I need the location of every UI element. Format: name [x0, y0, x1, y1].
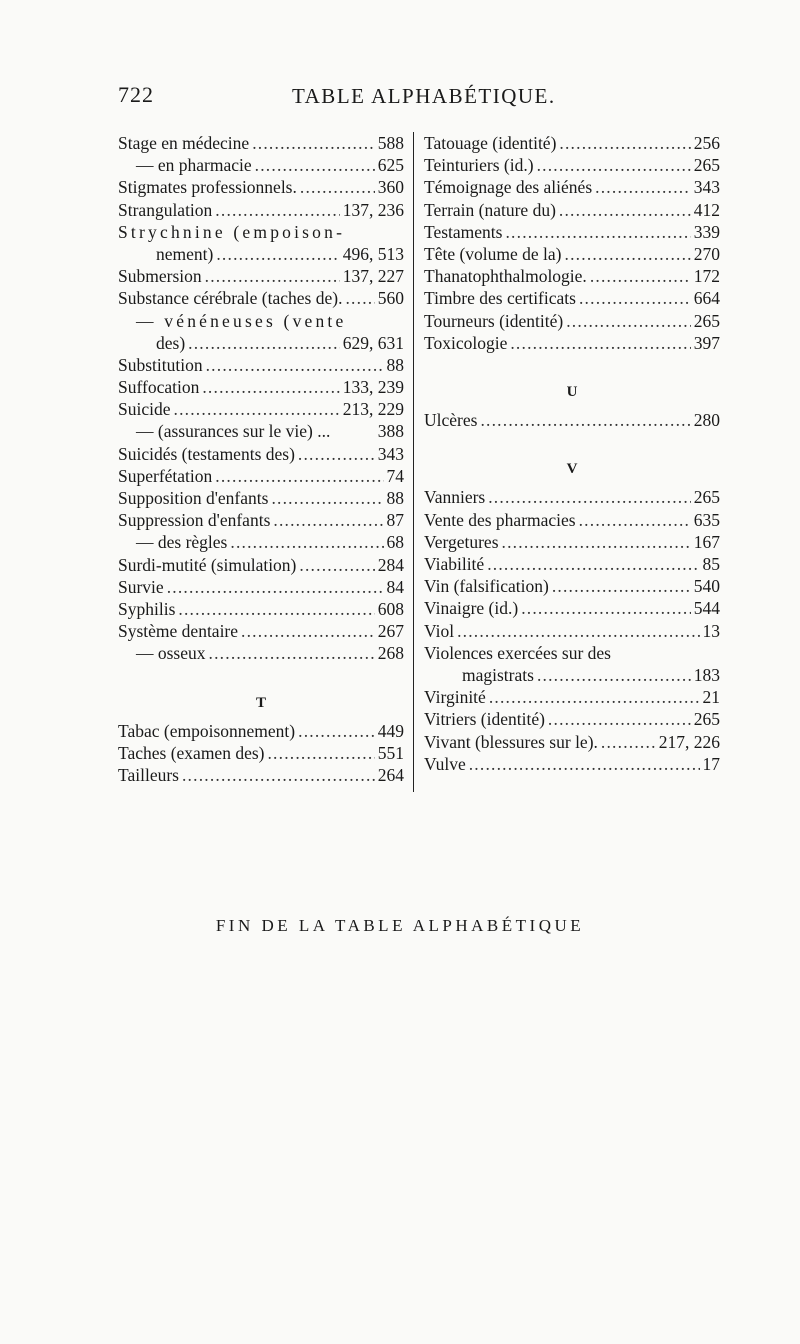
- dot-leader: [552, 575, 691, 597]
- index-column-left: [118, 132, 404, 786]
- index-entry: [424, 243, 720, 265]
- entry-term: Testaments: [424, 221, 503, 242]
- dot-leader: [216, 243, 339, 265]
- page-reference: 267: [377, 621, 404, 642]
- dot-leader: [273, 509, 383, 531]
- page-reference: 397: [693, 332, 720, 353]
- dot-leader: [215, 465, 383, 487]
- dot-leader: [590, 265, 691, 287]
- entry-term: Submersion: [118, 266, 202, 287]
- index-entry: [424, 486, 720, 508]
- page-reference: 551: [377, 742, 404, 763]
- dot-leader: [521, 597, 691, 619]
- index-entry: [118, 221, 404, 243]
- page-reference: 137, 227: [342, 266, 404, 287]
- entry-term: Tourneurs (identité): [424, 310, 564, 331]
- index-entry: [118, 443, 404, 465]
- page-reference: 412: [693, 199, 720, 220]
- index-entry: [118, 287, 404, 309]
- entry-term: Violences exercées sur des: [424, 642, 611, 663]
- index-entry: [424, 753, 720, 775]
- index-entry: [118, 554, 404, 576]
- entry-term: Vulve: [424, 753, 466, 774]
- page-title: TABLE ALPHABÉTIQUE.: [292, 84, 556, 108]
- entry-term: Suicidés (testaments des): [118, 443, 295, 464]
- entry-term: Vitriers (identité): [424, 709, 545, 730]
- index-entry: [118, 176, 404, 198]
- dot-leader: [178, 598, 374, 620]
- dot-leader: [271, 487, 383, 509]
- page-reference: 88: [386, 354, 404, 375]
- index-entry: [118, 420, 404, 442]
- dot-leader: [489, 686, 700, 708]
- index-entry: [424, 664, 720, 686]
- page-reference: 635: [693, 509, 720, 530]
- page-reference: 560: [377, 288, 404, 309]
- index-entry: [424, 553, 720, 575]
- dot-leader: [488, 486, 691, 508]
- index-entry: [118, 132, 404, 154]
- page-reference: 270: [693, 243, 720, 264]
- dot-leader: [565, 243, 691, 265]
- dot-leader: [487, 553, 699, 575]
- spacer: [424, 431, 720, 453]
- index-entry: [424, 132, 720, 154]
- entry-term: Timbre des certificats: [424, 288, 576, 309]
- index-entry: [118, 576, 404, 598]
- entry-term: Strychnine (empoison-: [118, 221, 346, 242]
- index-entry: [424, 708, 720, 730]
- page-reference: 265: [693, 709, 720, 730]
- index-entry: [424, 199, 720, 221]
- dot-leader: [167, 576, 384, 598]
- index-entry: [424, 176, 720, 198]
- dot-leader: [215, 199, 339, 221]
- page-reference: 339: [693, 221, 720, 242]
- entry-term: Syphilis: [118, 598, 176, 619]
- dot-leader: [252, 132, 375, 154]
- index-entry: [424, 686, 720, 708]
- page-reference: 265: [693, 487, 720, 508]
- page-reference: 68: [386, 532, 404, 553]
- index-entry: [118, 265, 404, 287]
- spacer: [118, 665, 404, 687]
- entry-term: Stage en médecine: [118, 133, 250, 153]
- index-entry: [424, 265, 720, 287]
- index-entry: [424, 509, 720, 531]
- index-entry: [118, 642, 404, 664]
- entry-term: Virginité: [424, 687, 486, 708]
- page-reference: 664: [693, 288, 720, 309]
- page-reference: 21: [702, 687, 720, 708]
- page-reference: 85: [702, 554, 720, 574]
- dot-leader: [559, 132, 690, 154]
- index-entry: [424, 221, 720, 243]
- entry-term: Suppression d'enfants: [118, 510, 271, 531]
- dot-leader: [345, 287, 374, 309]
- page-reference: 265: [693, 310, 720, 331]
- index-entry: [424, 642, 720, 664]
- index-entry: [118, 199, 404, 221]
- page-reference: 265: [693, 155, 720, 176]
- entry-term: nement): [156, 243, 214, 264]
- dot-leader: [566, 310, 691, 332]
- page-reference: 17: [702, 753, 720, 774]
- page-reference: 625: [377, 155, 404, 176]
- page-reference: 388: [377, 421, 404, 442]
- page-reference: 343: [693, 177, 720, 198]
- dot-leader: [537, 154, 691, 176]
- entry-term: Stigmates professionnels.: [118, 177, 297, 198]
- page-reference: 449: [377, 720, 404, 741]
- index-entry: [118, 620, 404, 642]
- entry-term: Strangulation: [118, 199, 213, 220]
- dot-leader: [579, 509, 691, 531]
- index-entry: [424, 531, 720, 553]
- dot-leader: [298, 443, 375, 465]
- dot-leader: [505, 221, 690, 243]
- page-reference: 544: [693, 598, 720, 619]
- index-entry: [118, 154, 404, 176]
- page-reference: 629, 631: [342, 332, 404, 353]
- index-entry: [118, 509, 404, 531]
- index-entry: [424, 154, 720, 176]
- entry-term: — en pharmacie: [136, 155, 252, 176]
- entry-term: Superfétation: [118, 465, 213, 486]
- page-reference: 588: [377, 133, 404, 153]
- dot-leader: [174, 398, 340, 420]
- dot-leader: [267, 742, 374, 764]
- entry-term: Tailleurs: [118, 765, 179, 786]
- index-entry: [118, 742, 404, 764]
- end-of-table-note: FIN DE LA TABLE ALPHABÉTIQUE: [215, 916, 585, 935]
- entry-term: Teinturiers (id.): [424, 155, 534, 176]
- entry-term: Toxicologie: [424, 332, 508, 353]
- section-letter: U: [566, 384, 578, 401]
- dot-leader: [548, 708, 691, 730]
- page-reference: 264: [377, 765, 404, 786]
- page-reference: 133, 239: [342, 377, 404, 398]
- page-reference: 608: [377, 598, 404, 619]
- index-entry: [424, 620, 720, 642]
- index-entry: [118, 764, 404, 786]
- entry-term: Tabac (empoisonnement): [118, 720, 296, 741]
- index-column-right: [424, 132, 720, 775]
- dot-leader: [559, 199, 691, 221]
- entry-term: Viol: [424, 620, 455, 641]
- index-entry: [118, 398, 404, 420]
- dot-leader: [510, 332, 690, 354]
- entry-term: Vin (falsification): [424, 576, 549, 597]
- dot-leader: [205, 265, 340, 287]
- dot-leader: [469, 753, 700, 775]
- entry-term: Suffocation: [118, 377, 200, 398]
- page-reference: 87: [386, 510, 404, 531]
- entry-term: — osseux: [136, 643, 206, 664]
- spacer: [424, 354, 720, 376]
- page-reference: 213, 229: [342, 399, 404, 420]
- dot-leader: [480, 409, 690, 431]
- index-entry: [118, 354, 404, 376]
- entry-term: Tête (volume de la): [424, 243, 562, 264]
- entry-term: Tatouage (identité): [424, 133, 557, 153]
- dot-leader: [502, 531, 691, 553]
- dot-leader: [230, 531, 383, 553]
- entry-term: Substitution: [118, 354, 203, 375]
- entry-term: Survie: [118, 576, 164, 597]
- index-entry: [424, 575, 720, 597]
- entry-term: Viabilité: [424, 554, 485, 574]
- page-reference: 496, 513: [342, 243, 404, 264]
- dot-leader: [300, 176, 375, 198]
- index-entry: [118, 376, 404, 398]
- entry-term: Vinaigre (id.): [424, 598, 519, 619]
- entry-term: — des règles: [136, 532, 228, 553]
- entry-term: Vergetures: [424, 531, 499, 552]
- page-reference: 256: [693, 133, 720, 153]
- page-reference: 167: [693, 531, 720, 552]
- index-entry: [118, 465, 404, 487]
- page-reference: 217, 226: [658, 731, 720, 752]
- dot-leader: [202, 376, 339, 398]
- entry-term: Vente des pharmacies: [424, 509, 576, 530]
- dot-leader: [255, 154, 375, 176]
- entry-term: Substance cérébrale (taches de).: [118, 288, 343, 309]
- dot-leader: [537, 664, 691, 686]
- dot-leader: [595, 176, 691, 198]
- entry-term: — (assurances sur le vie) ...: [136, 421, 331, 442]
- dot-leader: [206, 354, 384, 376]
- entry-term: Témoignage des aliénés: [424, 177, 593, 198]
- index-entry: [118, 531, 404, 553]
- index-entry: [424, 731, 720, 753]
- entry-term: magistrats: [462, 664, 534, 685]
- page-header: [0, 82, 800, 108]
- index-entry: [424, 310, 720, 332]
- page-reference: 183: [693, 664, 720, 685]
- column-divider: [413, 132, 414, 792]
- page-reference: 84: [386, 576, 404, 597]
- dot-leader: [188, 332, 340, 354]
- index-entry: [118, 332, 404, 354]
- index-entry: [118, 487, 404, 509]
- dot-leader: [457, 620, 699, 642]
- entry-term: Surdi-mutité (simulation): [118, 554, 297, 575]
- entry-term: — vénéneuses (vente: [136, 310, 347, 331]
- index-entry: [424, 332, 720, 354]
- index-entry: [118, 598, 404, 620]
- dot-leader: [298, 720, 375, 742]
- page-number: 722: [118, 82, 154, 107]
- page-reference: 540: [693, 576, 720, 597]
- section-letter: V: [566, 461, 578, 478]
- dot-leader: [601, 731, 656, 753]
- page-reference: 137, 236: [342, 199, 404, 220]
- page-reference: 172: [693, 266, 720, 287]
- entry-term: Supposition d'enfants: [118, 488, 269, 508]
- entry-term: Thanatophthalmologie.: [424, 266, 587, 287]
- entry-term: Terrain (nature du): [424, 199, 556, 220]
- index-entry: [424, 597, 720, 619]
- page-reference: 13: [702, 620, 720, 641]
- dot-leader: [299, 554, 374, 576]
- entry-term: Ulcères: [424, 410, 478, 431]
- page-reference: 74: [386, 465, 404, 486]
- page-reference: 343: [377, 443, 404, 464]
- entry-term: Système dentaire: [118, 621, 239, 642]
- entry-term: Vivant (blessures sur le).: [424, 731, 598, 752]
- section-letter: T: [255, 694, 266, 711]
- entry-term: Suicide: [118, 399, 171, 420]
- index-entry: [118, 310, 404, 332]
- page-reference: 360: [377, 177, 404, 198]
- entry-term: des): [156, 332, 186, 353]
- page-reference: 268: [377, 643, 404, 664]
- index-entry: [424, 287, 720, 309]
- page-reference: 280: [693, 410, 720, 431]
- dot-leader: [209, 642, 375, 664]
- dot-leader: [241, 620, 375, 642]
- dot-leader: [579, 287, 691, 309]
- entry-term: Vanniers: [424, 487, 486, 508]
- dot-leader: [182, 764, 375, 786]
- page-reference: 88: [386, 488, 404, 508]
- page-reference: 284: [377, 554, 404, 575]
- index-entry: [424, 409, 720, 431]
- index-entry: [118, 243, 404, 265]
- entry-term: Taches (examen des): [118, 742, 265, 763]
- index-entry: [118, 720, 404, 742]
